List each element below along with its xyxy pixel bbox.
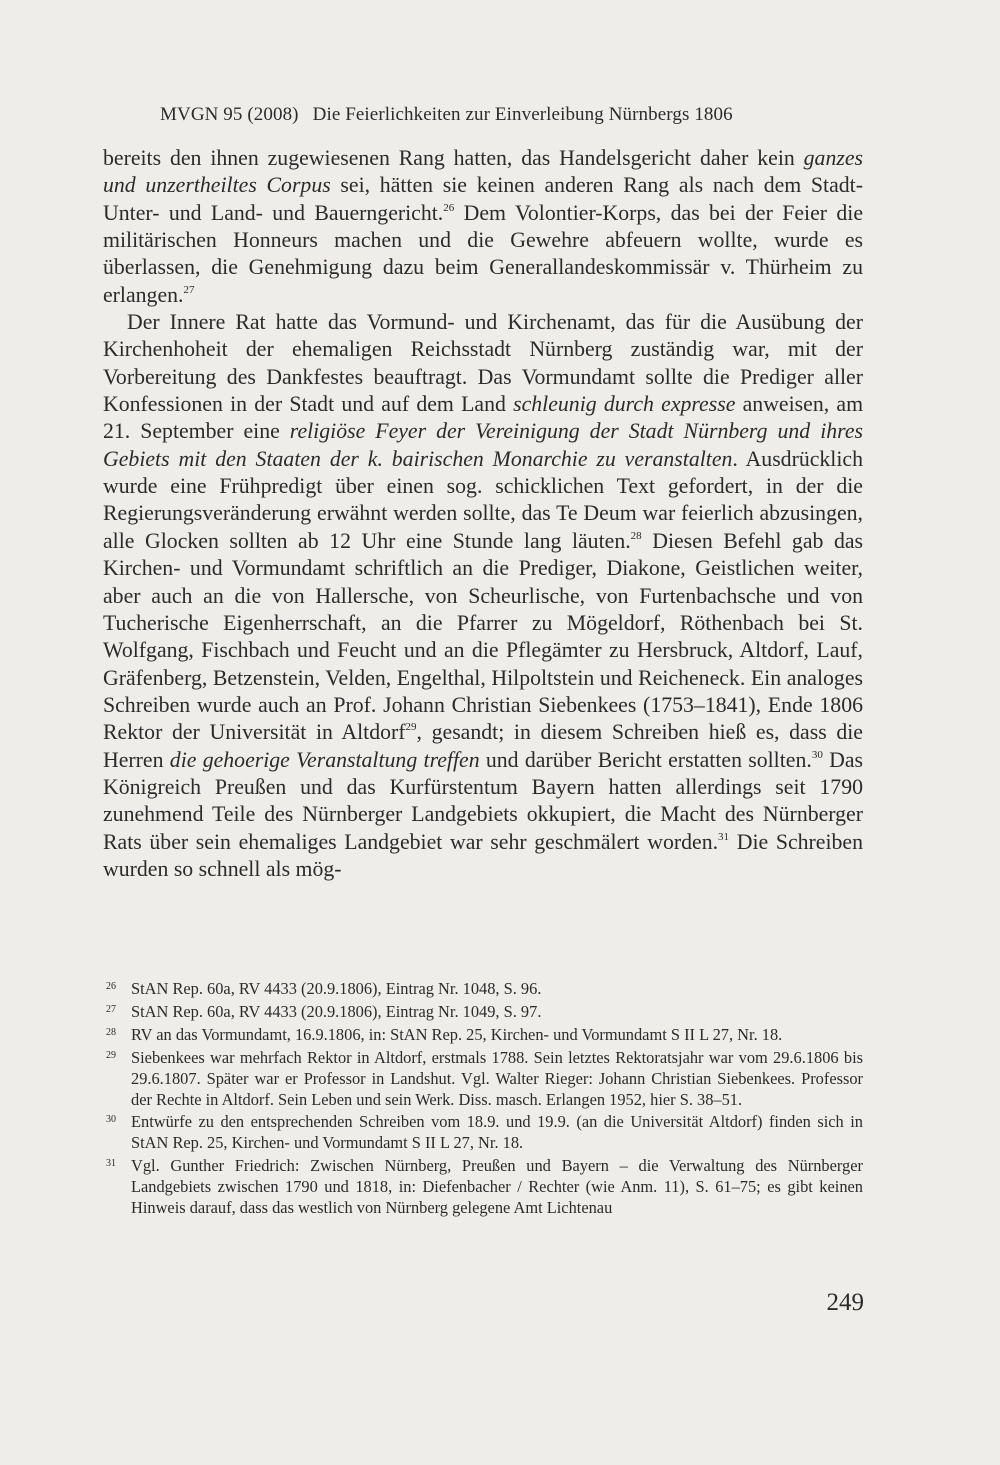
page-number: 249 xyxy=(826,1289,864,1316)
paragraph-1 xyxy=(103,145,863,309)
footnote-number: 27 xyxy=(106,1003,116,1015)
footnote-text: Siebenkees war mehrfach Rektor in Altdorf, erstmals 1788. Sein letztes Rektoratsjahr war vom 29.6.1806 bis 29.6.1807. Später war er Professor in Landshut. Vgl. Walter Rieger: Johann Christian Siebenkees. Professor der Rechte in Altdorf. Sein Leben und sein Werk. Diss. masch. Erlangen 1952, hier S. 38–51. xyxy=(131,1047,863,1109)
text-run: anweisen, am 21. September eine xyxy=(103,392,864,444)
text-run: Diesen Befehl gab das Kirchen- und Vormundamt schriftlich an die Prediger, Diakone, Geistlichen weiter, aber auch an die von Hallersche, von Scheurlische, von Furtenbachsche und von Tucherische Eigenherrschaft, an die Pfarrer zu Mögeldorf, Röthenbach bei St. Wolfgang, Fischbach und Feucht und an die Pflegämter zu Hersbruck, Altdorf, Lauf, Gräfenberg, Betzenstein, Velden, Engelthal, Hilpoltstein und Reicheneck. Ein analoges Schreiben wurde auch an Prof. Johann Christian Siebenkees (1753–1841), Ende 1806 Rektor der Universität in Altdorf xyxy=(103,528,863,745)
journal-reference: MVGN 95 (2008) xyxy=(160,104,299,125)
main-text xyxy=(103,145,863,883)
footnote-reference: 26 xyxy=(443,201,455,214)
footnote-text: Entwürfe zu den entsprechenden Schreiben vom 18.9. und 19.9. (an die Universität Altdorf) finden sich in StAN Rep. 25, Kirchen- und Vormundamt S II L 27, Nr. 18. xyxy=(131,1112,863,1153)
footnote-number: 28 xyxy=(106,1026,116,1038)
footnote-29 xyxy=(103,1048,863,1111)
footnote-text: StAN Rep. 60a, RV 4433 (20.9.1806), Eintrag Nr. 1048, S. 96. xyxy=(131,979,542,998)
footnote-reference: 30 xyxy=(811,748,823,761)
text-run: sei, hätten sie keinen anderen Rang als nach dem Stadt-Unter- und Land- und Bauerngericht. xyxy=(103,173,863,225)
text-run: Die Schreiben wurden so schnell als mög- xyxy=(103,829,863,881)
chapter-title: Die Feierlichkeiten zur Einverleibung Nürnbergs 1806 xyxy=(312,104,733,125)
text-run: . Ausdrücklich wurde eine Frühpredigt über einen sog. schicklichen Text gefordert, in der die Regierungsveränderung erwähnt werden sollte, das Te Deum war feierlich abzusingen, alle Glocken sollten ab 12 Uhr eine Stunde lang läuten. xyxy=(103,446,863,553)
paragraph-2 xyxy=(103,309,863,883)
running-head xyxy=(160,104,733,126)
footnote-number: 26 xyxy=(106,981,116,992)
footnotes xyxy=(103,979,863,1221)
italic-quote: religiöse Feyer der Vereinigung der Stadt Nürnberg und ihres Gebiets mit den Staaten der k. bairischen Monarchie zu veranstalten xyxy=(103,419,863,471)
footnote-text: Vgl. Gunther Friedrich: Zwischen Nürnberg, Preußen und Bayern – die Verwaltung des Nürnberger Landgebiets zwischen 1790 und 1818, in: Diefenbacher / Rechter (wie Anm. 11), S. 61–75; es gibt keinen Hinweis darauf, dass das westlich von Nürnberg gelegene Amt Lichtenau xyxy=(131,1156,863,1218)
footnote-text: RV an das Vormundamt, 16.9.1806, in: StAN Rep. 25, Kirchen- und Vormundamt S II L 27, Nr. 18. xyxy=(131,1024,783,1044)
footnote-27 xyxy=(103,1002,863,1023)
text-run: Der Innere Rat hatte das Vormund- und Kirchenamt, das für die Ausübung der Kirchenhoheit der ehemaligen Reichsstadt Nürnberg zuständig war, mit der Vorbereitung des Dankfestes beauftragt. Das Vormundamt sollte die Prediger aller Konfessionen in der Stadt und auf dem Land xyxy=(103,310,863,417)
footnote-26 xyxy=(103,979,863,1000)
footnote-30 xyxy=(103,1112,863,1154)
footnote-reference: 28 xyxy=(630,529,642,542)
italic-quote: ganzes und unzertheiltes Corpus xyxy=(103,146,863,198)
footnote-text: StAN Rep. 60a, RV 4433 (20.9.1806), Eintrag Nr. 1049, S. 97. xyxy=(131,1001,542,1021)
footnote-31 xyxy=(103,1156,863,1219)
text-run: Dem Volontier-Korps, das bei der Feier die militärischen Honneurs machen und die Gewehre abfeuern wollte, wurde es überlassen, die Genehmigung dazu beim Generallandeskommissär v. Thürheim zu erlangen. xyxy=(103,200,864,307)
text-run: , gesandt; in diesem Schreiben hieß es, dass die Herren xyxy=(103,720,863,772)
footnote-reference: 29 xyxy=(405,721,417,734)
text-run: und darüber Bericht erstatten sollten. xyxy=(479,747,812,772)
footnote-number: 29 xyxy=(106,1049,116,1061)
footnote-number: 31 xyxy=(106,1158,116,1170)
italic-quote: schleunig durch expresse xyxy=(513,392,736,417)
text-run: bereits den ihnen zugewiesenen Rang hatten, das Handelsgericht daher kein xyxy=(103,146,804,170)
italic-quote: die gehoerige Veranstaltung treffen xyxy=(169,747,480,772)
footnote-28 xyxy=(103,1025,863,1046)
footnote-reference: 31 xyxy=(718,830,730,843)
text-run: Das Königreich Preußen und das Kurfürstentum Bayern hatten allerdings seit 1790 zunehmend Teile des Nürnberger Landgebiets okkupiert, die Macht des Nürnberger Rats über sein ehemaliges Landgebiet war sehr geschmälert worden. xyxy=(103,747,863,854)
footnote-number: 30 xyxy=(106,1114,116,1126)
footnote-reference: 27 xyxy=(183,283,195,296)
